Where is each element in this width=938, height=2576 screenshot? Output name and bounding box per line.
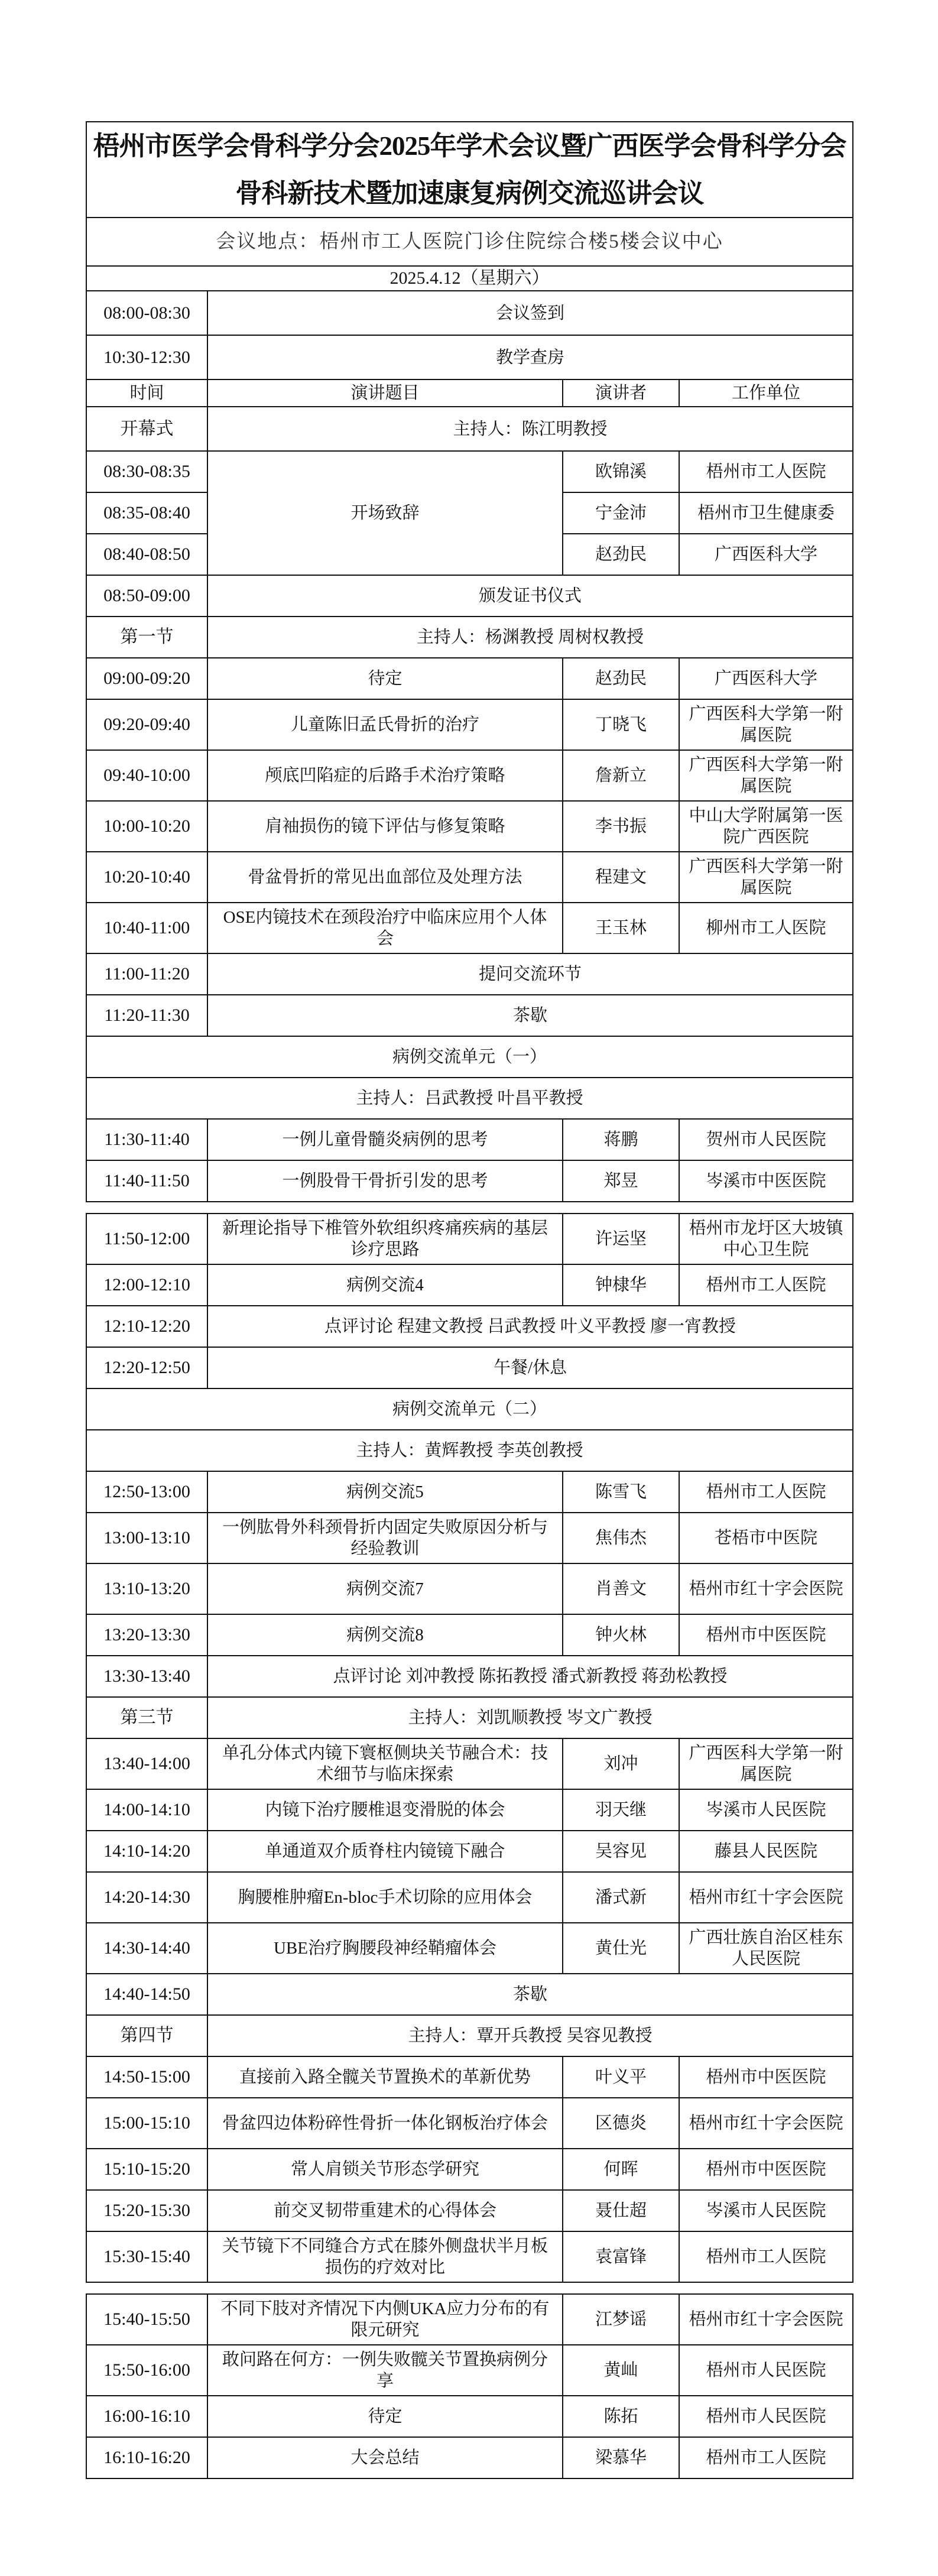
schedule-row xyxy=(86,995,853,1036)
time-cell: 13:40-14:00 xyxy=(86,1738,207,1789)
unit-cell: 梧州市人民医院 xyxy=(679,2345,853,2396)
title-line-2: 骨科新技术暨加速康复病例交流巡讲会议 xyxy=(235,179,704,208)
speaker-cell: 许运坚 xyxy=(563,1214,679,1264)
header-topic: 演讲题目 xyxy=(207,379,563,407)
activity-cell: 午餐/休息 xyxy=(207,1347,853,1388)
topic-cell: 病例交流4 xyxy=(207,1264,563,1306)
talk-row xyxy=(86,2231,853,2282)
topic-cell: 骨盆骨折的常见出血部位及处理方法 xyxy=(207,852,563,903)
talk-row xyxy=(86,903,853,953)
time-cell: 10:40-11:00 xyxy=(86,903,207,953)
time-cell: 16:10-16:20 xyxy=(86,2437,207,2478)
talk-row xyxy=(86,2396,853,2437)
speaker-cell: 程建文 xyxy=(563,852,679,903)
time-cell: 10:20-10:40 xyxy=(86,852,207,903)
talk-row xyxy=(86,2056,853,2098)
schedule-table-block xyxy=(86,2293,853,2479)
time-cell: 12:00-12:10 xyxy=(86,1264,207,1306)
time-cell: 16:00-16:10 xyxy=(86,2396,207,2437)
talk-row xyxy=(86,1563,853,1614)
time-cell: 11:30-11:40 xyxy=(86,1119,207,1160)
talk-row xyxy=(86,1471,853,1513)
time-cell: 15:00-15:10 xyxy=(86,2098,207,2149)
time-cell: 15:50-16:00 xyxy=(86,2345,207,2396)
topic-cell: UBE治疗胸腰段神经鞘瘤体会 xyxy=(207,1923,563,1974)
talk-row xyxy=(86,1119,853,1160)
activity-cell: 主持人：覃开兵教授 吴容见教授 xyxy=(207,2015,853,2056)
unit-cell: 柳州市工人医院 xyxy=(679,903,853,953)
talk-row xyxy=(86,2190,853,2231)
unit-cell: 广西壮族自治区桂东人民医院 xyxy=(679,1923,853,1974)
activity-cell: 会议签到 xyxy=(207,291,853,335)
talk-row xyxy=(86,852,853,903)
unit-cell: 梧州市红十字会医院 xyxy=(679,1872,853,1923)
talk-row xyxy=(86,1738,853,1789)
unit-cell: 梧州市红十字会医院 xyxy=(679,1563,853,1614)
topic-cell: 单孔分体式内镜下寰枢侧块关节融合术：技术细节与临床探索 xyxy=(207,1738,563,1789)
topic-cell: 一例股骨干骨折引发的思考 xyxy=(207,1160,563,1202)
speaker-cell: 赵劲民 xyxy=(563,534,679,575)
banner-row xyxy=(86,1388,853,1430)
speaker-cell: 黄屾 xyxy=(563,2345,679,2396)
topic-cell: 新理论指导下椎管外软组织疼痛疾病的基层诊疗思路 xyxy=(207,1214,563,1264)
talk-row xyxy=(86,2294,853,2345)
talk-row xyxy=(86,1831,853,1872)
banner-row xyxy=(86,1036,853,1078)
topic-cell: 不同下肢对齐情况下内侧UKA应力分布的有限元研究 xyxy=(207,2294,563,2345)
banner-cell: 病例交流单元（一） xyxy=(86,1036,853,1078)
unit-cell: 梧州市卫生健康委 xyxy=(679,492,853,534)
time-cell: 15:20-15:30 xyxy=(86,2190,207,2231)
time-cell: 12:50-13:00 xyxy=(86,1471,207,1513)
time-cell: 12:10-12:20 xyxy=(86,1306,207,1347)
time-cell: 14:10-14:20 xyxy=(86,1831,207,1872)
unit-cell: 藤县人民医院 xyxy=(679,1831,853,1872)
topic-cell: 病例交流7 xyxy=(207,1563,563,1614)
schedule-row xyxy=(86,575,853,617)
speaker-cell: 陈拓 xyxy=(563,2396,679,2437)
speaker-cell: 蒋鹏 xyxy=(563,1119,679,1160)
time-cell: 15:10-15:20 xyxy=(86,2149,207,2190)
header-unit: 工作单位 xyxy=(679,379,853,407)
speaker-cell: 刘冲 xyxy=(563,1738,679,1789)
speaker-cell: 钟棣华 xyxy=(563,1264,679,1306)
topic-cell: 前交叉韧带重建术的心得体会 xyxy=(207,2190,563,2231)
speaker-cell: 丁晓飞 xyxy=(563,699,679,750)
time-cell: 14:20-14:30 xyxy=(86,1872,207,1923)
conference-title xyxy=(86,122,853,218)
topic-cell: 内镜下治疗腰椎退变滑脱的体会 xyxy=(207,1789,563,1831)
topic-cell: 待定 xyxy=(207,2396,563,2437)
activity-cell: 点评讨论 程建文教授 吕武教授 叶义平教授 廖一宵教授 xyxy=(207,1306,853,1347)
topic-cell: 直接前入路全髋关节置换术的革新优势 xyxy=(207,2056,563,2098)
unit-cell: 梧州市工人医院 xyxy=(679,1471,853,1513)
time-cell: 08:00-08:30 xyxy=(86,291,207,335)
talk-row xyxy=(86,2345,853,2396)
unit-cell: 梧州市工人医院 xyxy=(679,2437,853,2478)
talk-row xyxy=(86,801,853,852)
unit-cell: 中山大学附属第一医院广西医院 xyxy=(679,801,853,852)
time-cell: 第一节 xyxy=(86,617,207,658)
talk-row xyxy=(86,1264,853,1306)
time-cell: 12:20-12:50 xyxy=(86,1347,207,1388)
unit-cell: 广西医科大学第一附属医院 xyxy=(679,1738,853,1789)
schedule-table-block xyxy=(86,1213,853,2283)
talk-row xyxy=(86,1614,853,1656)
header-speaker: 演讲者 xyxy=(563,379,679,407)
time-cell: 14:50-15:00 xyxy=(86,2056,207,2098)
time-cell: 13:30-13:40 xyxy=(86,1656,207,1697)
time-cell: 13:00-13:10 xyxy=(86,1513,207,1563)
topic-cell: 一例肱骨外科颈骨折内固定失败原因分析与经验教训 xyxy=(207,1513,563,1563)
banner-cell: 主持人：黄辉教授 李英创教授 xyxy=(86,1430,853,1471)
unit-cell: 梧州市工人医院 xyxy=(679,2231,853,2282)
talk-row xyxy=(86,1214,853,1264)
time-cell: 15:40-15:50 xyxy=(86,2294,207,2345)
time-cell: 08:30-08:35 xyxy=(86,451,207,492)
activity-cell: 教学查房 xyxy=(207,335,853,379)
banner-row xyxy=(86,1430,853,1471)
schedule-table-header xyxy=(86,121,853,576)
speaker-cell: 陈雪飞 xyxy=(563,1471,679,1513)
time-cell: 11:40-11:50 xyxy=(86,1160,207,1202)
unit-cell: 梧州市龙圩区大坡镇中心卫生院 xyxy=(679,1214,853,1264)
speaker-cell: 钟火林 xyxy=(563,1614,679,1656)
unit-cell: 岑溪市人民医院 xyxy=(679,1789,853,1831)
activity-cell: 茶歇 xyxy=(207,1974,853,2015)
schedule-row xyxy=(86,1347,853,1388)
topic-cell: 骨盆四边体粉碎性骨折一体化钢板治疗体会 xyxy=(207,2098,563,2149)
time-cell: 09:40-10:00 xyxy=(86,750,207,801)
unit-cell: 广西医科大学 xyxy=(679,534,853,575)
time-cell: 08:40-08:50 xyxy=(86,534,207,575)
speaker-cell: 赵劲民 xyxy=(563,658,679,699)
activity-cell: 颁发证书仪式 xyxy=(207,575,853,617)
schedule-row xyxy=(86,953,853,995)
speaker-cell: 羽天继 xyxy=(563,1789,679,1831)
topic-cell: 一例儿童骨髓炎病例的思考 xyxy=(207,1119,563,1160)
topic-cell: 关节镜下不同缝合方式在膝外侧盘状半月板损伤的疗效对比 xyxy=(207,2231,563,2282)
talk-row xyxy=(86,1160,853,1202)
talk-row xyxy=(86,658,853,699)
activity-cell: 茶歇 xyxy=(207,995,853,1036)
activity-cell: 提问交流环节 xyxy=(207,953,853,995)
time-cell: 14:40-14:50 xyxy=(86,1974,207,2015)
time-cell: 13:20-13:30 xyxy=(86,1614,207,1656)
activity-cell: 主持人：刘凯顺教授 岑文广教授 xyxy=(207,1697,853,1738)
unit-cell: 广西医科大学第一附属医院 xyxy=(679,699,853,750)
talk-row xyxy=(86,1923,853,1974)
unit-cell: 岑溪市人民医院 xyxy=(679,2190,853,2231)
speaker-cell: 焦伟杰 xyxy=(563,1513,679,1563)
speaker-cell: 袁富锋 xyxy=(563,2231,679,2282)
speaker-cell: 潘式新 xyxy=(563,1872,679,1923)
talk-row xyxy=(86,2149,853,2190)
schedule-table-block xyxy=(86,575,853,1202)
schedule-row xyxy=(86,617,853,658)
schedule-row xyxy=(86,1974,853,2015)
time-cell: 14:00-14:10 xyxy=(86,1789,207,1831)
speaker-cell: 王玉林 xyxy=(563,903,679,953)
time-cell: 11:00-11:20 xyxy=(86,953,207,995)
talk-row xyxy=(86,750,853,801)
topic-cell: 颅底凹陷症的后路手术治疗策略 xyxy=(207,750,563,801)
time-cell: 11:20-11:30 xyxy=(86,995,207,1036)
activity-cell: 主持人：杨渊教授 周树权教授 xyxy=(207,617,853,658)
topic-cell: 病例交流8 xyxy=(207,1614,563,1656)
venue: 会议地点：梧州市工人医院门诊住院综合楼5楼会议中心 xyxy=(86,218,853,266)
schedule-row xyxy=(86,335,853,379)
speaker-cell: 梁慕华 xyxy=(563,2437,679,2478)
unit-cell: 梧州市中医医院 xyxy=(679,2056,853,2098)
topic-cell: 大会总结 xyxy=(207,2437,563,2478)
banner-row xyxy=(86,1078,853,1119)
schedule-row xyxy=(86,291,853,335)
banner-cell: 主持人：吕武教授 叶昌平教授 xyxy=(86,1078,853,1119)
host-cell: 主持人：陈江明教授 xyxy=(207,407,853,451)
unit-cell: 梧州市中医医院 xyxy=(679,1614,853,1656)
unit-cell: 梧州市红十字会医院 xyxy=(679,2098,853,2149)
time-cell: 09:00-09:20 xyxy=(86,658,207,699)
schedule-row xyxy=(86,2015,853,2056)
talk-row xyxy=(86,2098,853,2149)
topic-cell: 单通道双介质脊柱内镜镜下融合 xyxy=(207,1831,563,1872)
talk-row xyxy=(86,2437,853,2478)
topic-cell: 待定 xyxy=(207,658,563,699)
unit-cell: 苍梧市中医院 xyxy=(679,1513,853,1563)
speaker-cell: 吴容见 xyxy=(563,1831,679,1872)
header-time: 时间 xyxy=(86,379,207,407)
section-label: 开幕式 xyxy=(86,407,207,451)
time-cell: 14:30-14:40 xyxy=(86,1923,207,1974)
topic-cell: 常人肩锁关节形态学研究 xyxy=(207,2149,563,2190)
unit-cell: 广西医科大学 xyxy=(679,658,853,699)
talk-row xyxy=(86,1872,853,1923)
section-row xyxy=(86,407,853,451)
talk-row xyxy=(86,1789,853,1831)
unit-cell: 贺州市人民医院 xyxy=(679,1119,853,1160)
unit-cell: 梧州市工人医院 xyxy=(679,1264,853,1306)
speaker-cell: 区德炎 xyxy=(563,2098,679,2149)
unit-cell: 岑溪市中医医院 xyxy=(679,1160,853,1202)
speaker-cell: 叶义平 xyxy=(563,2056,679,2098)
schedule xyxy=(86,121,852,2479)
conference-date: 2025.4.12（星期六） xyxy=(86,266,853,291)
time-cell: 10:30-12:30 xyxy=(86,335,207,379)
time-cell: 13:10-13:20 xyxy=(86,1563,207,1614)
topic-cell: 胸腰椎肿瘤En-bloc手术切除的应用体会 xyxy=(207,1872,563,1923)
schedule-row xyxy=(86,1656,853,1697)
speaker-cell: 江梦谣 xyxy=(563,2294,679,2345)
unit-cell: 梧州市工人医院 xyxy=(679,451,853,492)
time-cell: 10:00-10:20 xyxy=(86,801,207,852)
topic-cell: 肩袖损伤的镜下评估与修复策略 xyxy=(207,801,563,852)
topic-cell: 儿童陈旧孟氏骨折的治疗 xyxy=(207,699,563,750)
speaker-cell: 何晖 xyxy=(563,2149,679,2190)
speaker-cell: 詹新立 xyxy=(563,750,679,801)
topic-cell: OSE内镜技术在颈段治疗中临床应用个人体会 xyxy=(207,903,563,953)
time-cell: 08:35-08:40 xyxy=(86,492,207,534)
speaker-cell: 郑昱 xyxy=(563,1160,679,1202)
time-cell: 11:50-12:00 xyxy=(86,1214,207,1264)
time-cell: 09:20-09:40 xyxy=(86,699,207,750)
banner-cell: 病例交流单元（二） xyxy=(86,1388,853,1430)
topic-cell: 病例交流5 xyxy=(207,1471,563,1513)
speaker-cell: 宁金沛 xyxy=(563,492,679,534)
unit-cell: 广西医科大学第一附属医院 xyxy=(679,852,853,903)
speaker-cell: 李书振 xyxy=(563,801,679,852)
talk-row xyxy=(86,1513,853,1563)
topic-cell: 开场致辞 xyxy=(207,451,563,575)
title-line-1: 梧州市医学会骨科学分会2025年学术会议暨广西医学会骨科学分会 xyxy=(93,131,846,161)
speaker-cell: 肖善文 xyxy=(563,1563,679,1614)
speaker-cell: 欧锦溪 xyxy=(563,451,679,492)
column-header-row xyxy=(86,379,853,407)
speaker-cell: 黄仕光 xyxy=(563,1923,679,1974)
time-cell: 第四节 xyxy=(86,2015,207,2056)
unit-cell: 广西医科大学第一附属医院 xyxy=(679,750,853,801)
talk-row xyxy=(86,451,853,492)
time-cell: 08:50-09:00 xyxy=(86,575,207,617)
topic-cell: 敢问路在何方：一例失败髋关节置换病例分享 xyxy=(207,2345,563,2396)
schedule-row xyxy=(86,1306,853,1347)
unit-cell: 梧州市人民医院 xyxy=(679,2396,853,2437)
time-cell: 15:30-15:40 xyxy=(86,2231,207,2282)
talk-row xyxy=(86,699,853,750)
speaker-cell: 聂仕超 xyxy=(563,2190,679,2231)
activity-cell: 点评讨论 刘冲教授 陈拓教授 潘式新教授 蒋劲松教授 xyxy=(207,1656,853,1697)
time-cell: 第三节 xyxy=(86,1697,207,1738)
unit-cell: 梧州市红十字会医院 xyxy=(679,2294,853,2345)
schedule-row xyxy=(86,1697,853,1738)
unit-cell: 梧州市中医医院 xyxy=(679,2149,853,2190)
